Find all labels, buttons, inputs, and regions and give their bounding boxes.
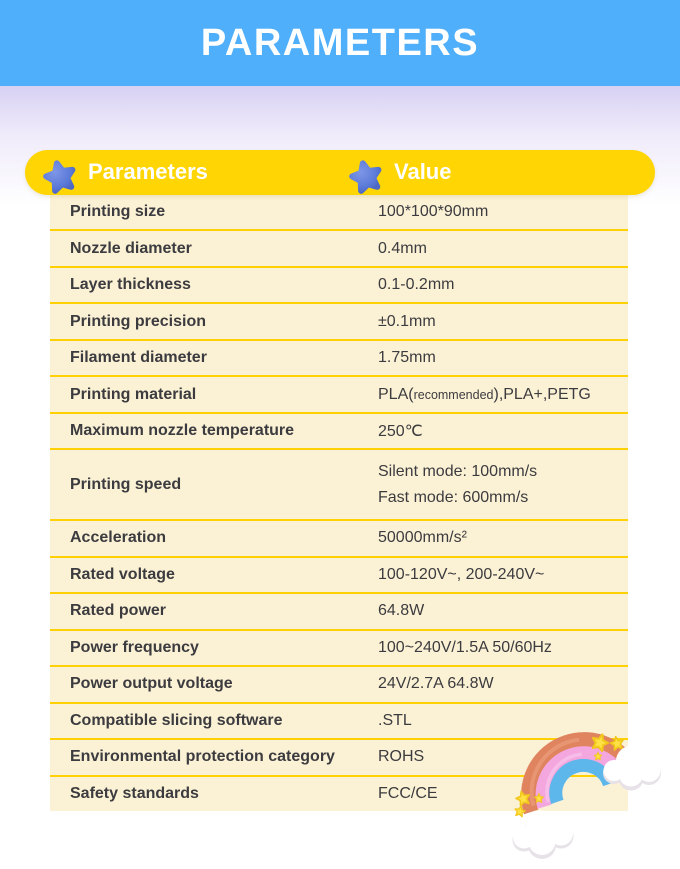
table-row	[50, 377, 628, 413]
parameter-value-part: PLA(	[378, 385, 414, 403]
parameter-value-line: Silent mode: 100mm/s	[378, 462, 538, 480]
table-row	[50, 304, 628, 340]
parameter-name: Printing material	[70, 385, 197, 403]
table-header-parameters	[42, 150, 208, 195]
parameter-name: Maximum nozzle temperature	[70, 422, 295, 440]
parameter-value-part: ),PLA+,PETG	[493, 385, 591, 403]
rainbow-icon	[503, 712, 668, 869]
parameter-value	[378, 386, 628, 404]
parameter-value: 0.1-0.2mm	[378, 276, 455, 294]
parameter-value: 24V/2.7A 64.8W	[378, 675, 494, 693]
parameter-value: ±0.1mm	[378, 312, 436, 330]
table-row	[50, 195, 628, 231]
star-icon	[348, 156, 384, 194]
parameter-value	[378, 459, 628, 511]
parameter-name: Nozzle diameter	[70, 239, 192, 257]
parameter-name: Safety standards	[70, 784, 199, 802]
table-row	[50, 558, 628, 594]
table-row	[50, 341, 628, 377]
parameter-value: 100~240V/1.5A 50/60Hz	[378, 638, 552, 656]
table-row	[50, 450, 628, 521]
table-row	[50, 414, 628, 450]
page-banner	[0, 0, 680, 86]
parameter-value: FCC/CE	[378, 784, 438, 802]
table-row	[50, 231, 628, 267]
parameter-value: 64.8W	[378, 602, 425, 620]
parameter-name: Layer thickness	[70, 276, 191, 294]
table-header	[25, 150, 655, 195]
table-row	[50, 631, 628, 667]
table-row	[50, 521, 628, 557]
column-header-value: Value	[394, 158, 452, 184]
star-icon	[42, 156, 78, 194]
parameter-name: Rated voltage	[70, 565, 175, 583]
column-header-parameters: Parameters	[88, 158, 208, 184]
table-row	[50, 594, 628, 630]
parameter-name: Power frequency	[70, 638, 199, 656]
cloud-icon	[513, 811, 574, 860]
parameter-name: Compatible slicing software	[70, 711, 283, 729]
parameter-name: Power output voltage	[70, 675, 233, 693]
table-header-value	[348, 150, 451, 195]
parameter-name: Environmental protection category	[70, 748, 335, 766]
parameter-value-part: recommended	[413, 387, 494, 402]
parameter-value: 100-120V~, 200-240V~	[378, 565, 545, 583]
table-row	[50, 667, 628, 703]
table-row	[50, 268, 628, 304]
parameter-name: Rated power	[70, 602, 167, 620]
page-title: PARAMETERS	[200, 21, 480, 64]
parameter-value: 100*100*90mm	[378, 203, 489, 221]
parameter-value: 250℃	[378, 423, 423, 441]
parameter-value: 50000mm/s²	[378, 529, 467, 547]
parameter-value: ROHS	[378, 748, 425, 766]
parameter-name: Filament diameter	[70, 349, 207, 367]
parameter-name: Acceleration	[70, 529, 167, 547]
parameter-name: Printing speed	[70, 475, 182, 493]
parameter-value: 1.75mm	[378, 349, 436, 367]
parameter-name: Printing precision	[70, 312, 207, 330]
parameter-name: Printing size	[70, 203, 166, 221]
parameter-value: 0.4mm	[378, 239, 427, 257]
parameter-value-line: Fast mode: 600mm/s	[378, 488, 529, 506]
parameter-value: .STL	[378, 711, 412, 729]
